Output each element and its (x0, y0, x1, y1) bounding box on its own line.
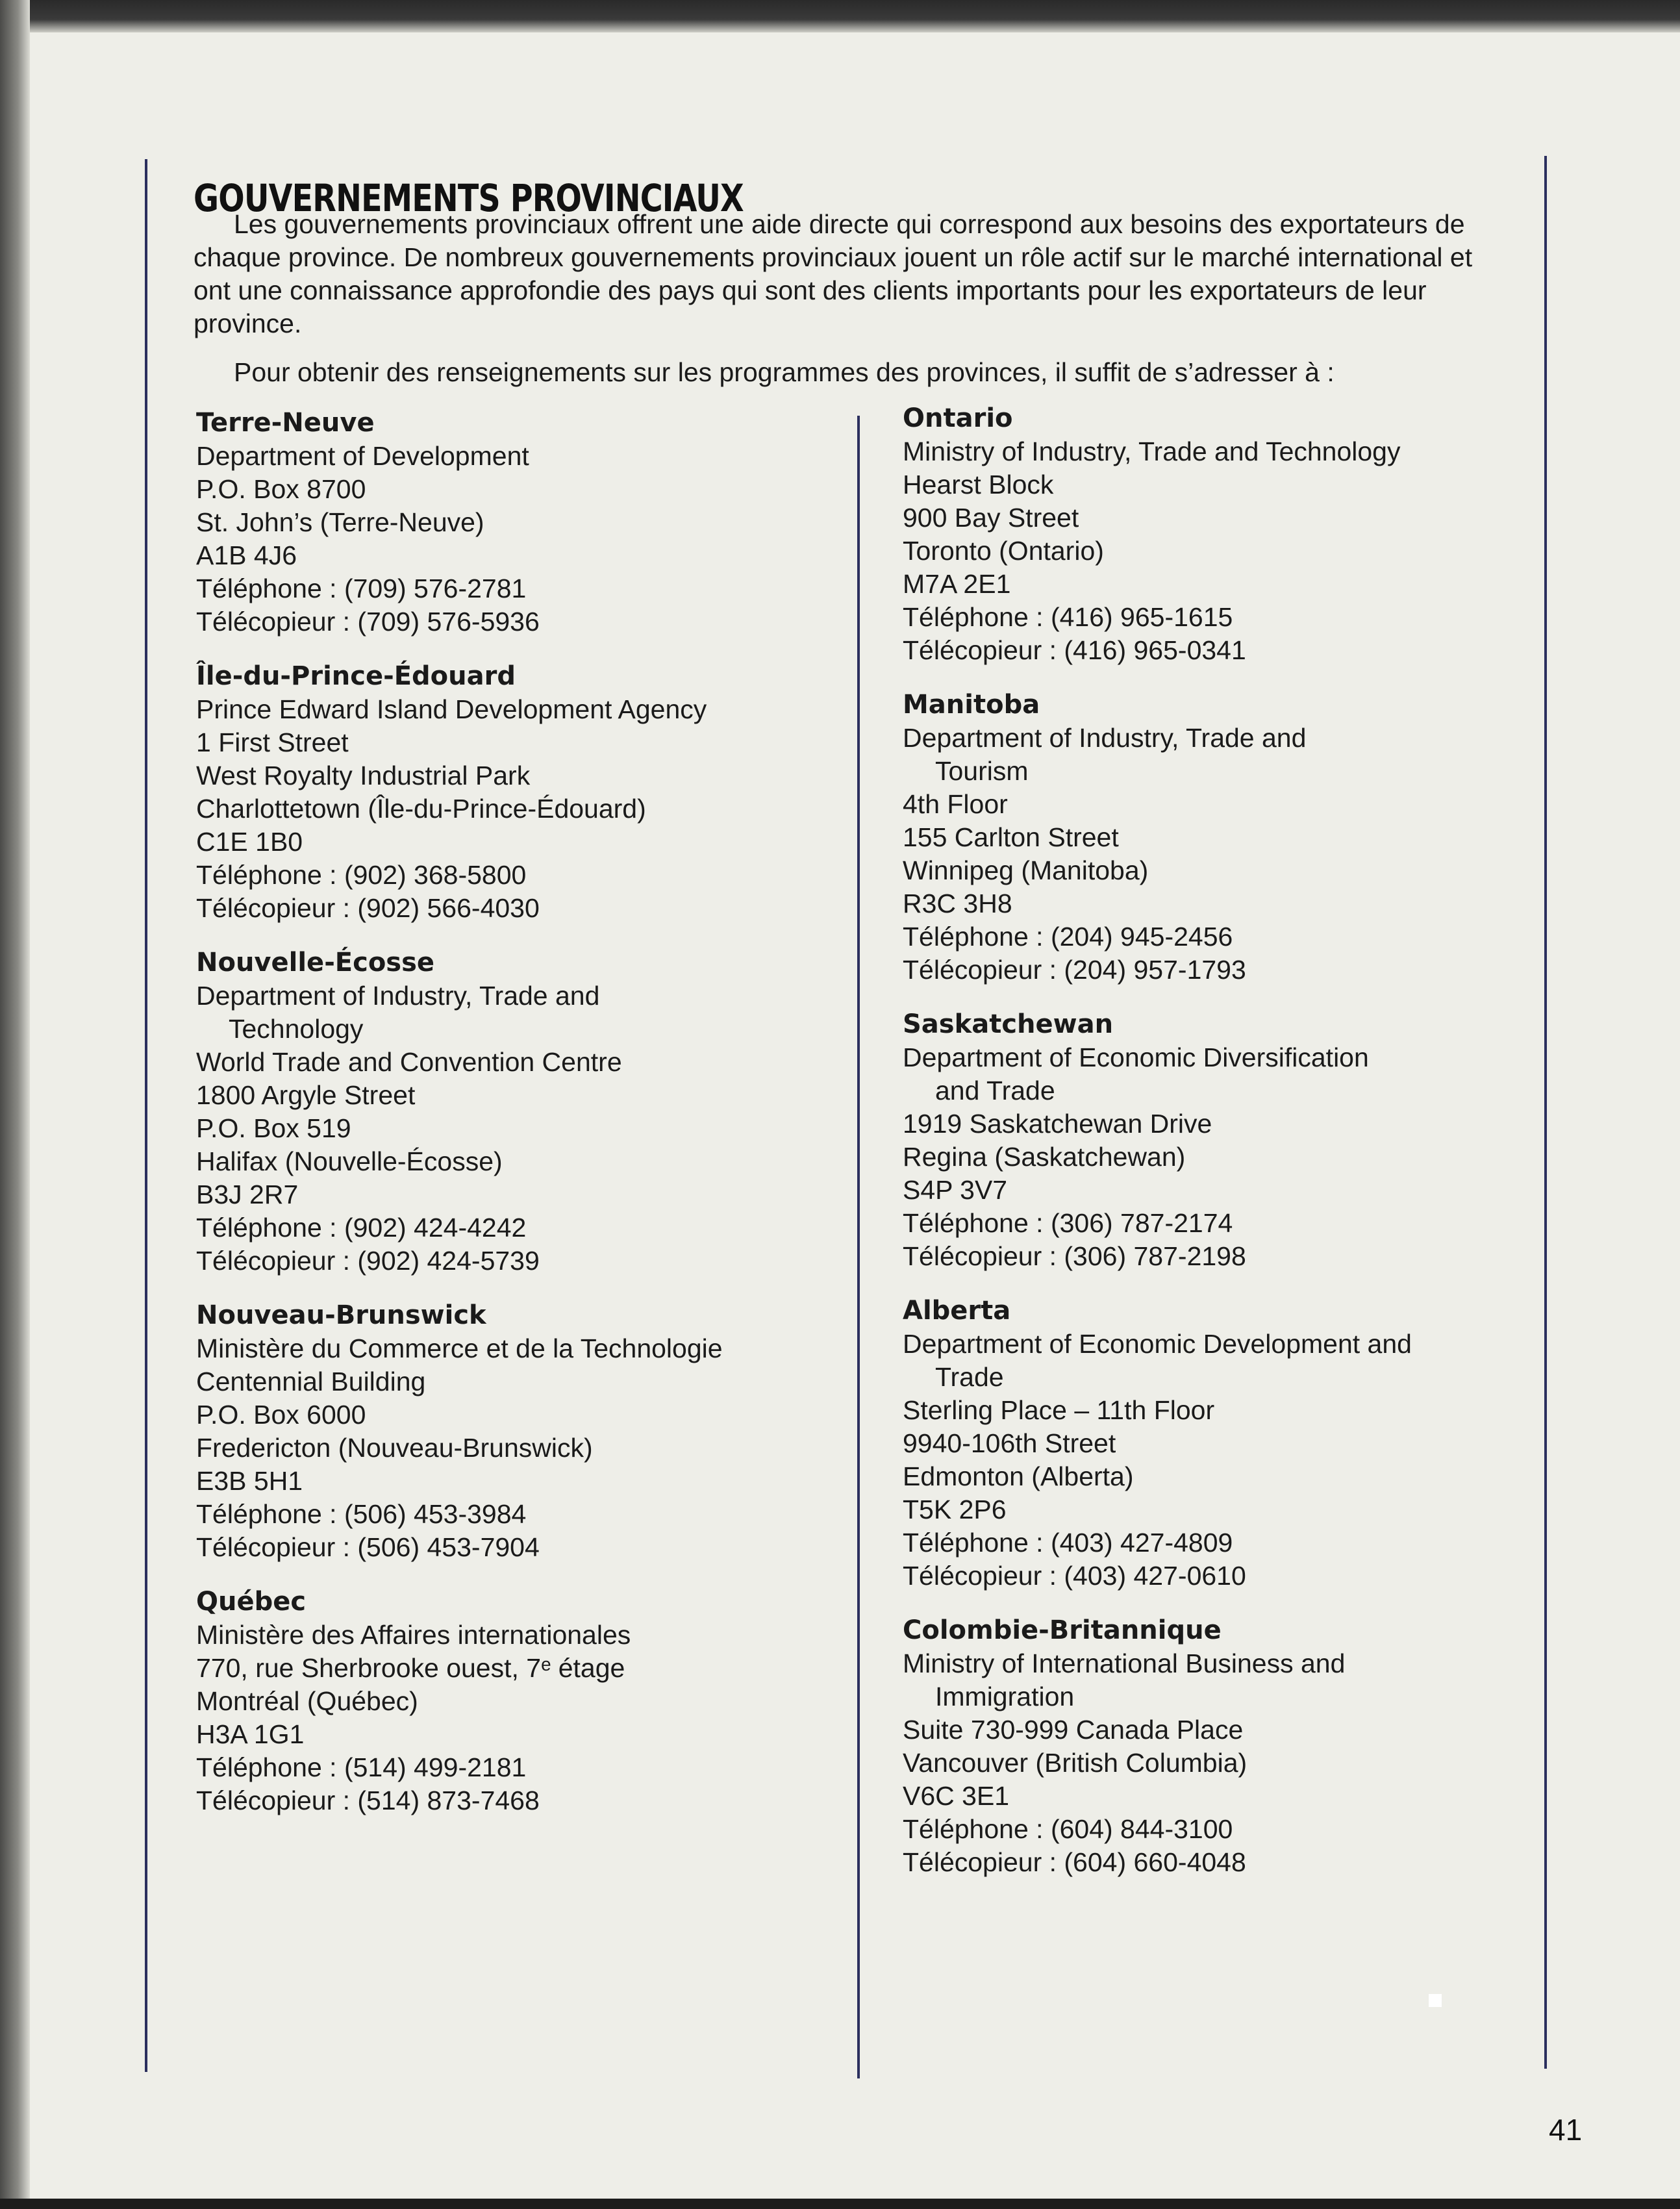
address-line: Department of Economic Diversification (903, 1042, 1369, 1072)
address-line: P.O. Box 6000 (196, 1400, 366, 1430)
address-block (903, 1294, 1526, 1593)
address-line: Téléphone : (709) 576-2781 (196, 574, 527, 603)
address-line: 1800 Argyle Street (196, 1080, 416, 1110)
address-block (903, 688, 1526, 987)
address-line: Toronto (Ontario) (903, 536, 1104, 566)
intro-text (194, 208, 1486, 389)
address-line: Ministry of Industry, Trade and Technology (903, 436, 1401, 466)
address-line: Ministry of International Business and (903, 1648, 1346, 1678)
address-line: V6C 3E1 (903, 1781, 1010, 1811)
scan-bottom-edge (0, 2199, 1680, 2209)
province-heading: Nouvelle-Écosse (196, 948, 435, 978)
address-line: Department of Economic Development and (903, 1329, 1412, 1359)
address-line: Hearst Block (903, 470, 1054, 499)
address-block (196, 1585, 820, 1817)
address-line: Department of Industry, Trade and (196, 981, 600, 1011)
address-line: 4th Floor (903, 789, 1008, 819)
address-line: 900 Bay Street (903, 503, 1079, 533)
address-line: Vancouver (British Columbia) (903, 1748, 1247, 1778)
address-line: H3A 1G1 (196, 1719, 305, 1749)
province-heading: Colombie-Britannique (903, 1615, 1222, 1645)
address-line: Centennial Building (196, 1367, 426, 1396)
address-block (196, 659, 820, 925)
address-block (196, 946, 820, 1278)
province-heading: Nouveau-Brunswick (196, 1300, 486, 1330)
address-line: C1E 1B0 (196, 827, 303, 857)
address-line: Edmonton (Alberta) (903, 1461, 1134, 1491)
address-line: Téléphone : (506) 453-3984 (196, 1499, 527, 1529)
address-line: Téléphone : (306) 787-2174 (903, 1208, 1233, 1238)
address-line: Montréal (Québec) (196, 1686, 418, 1716)
page-gutter-shadow (0, 0, 30, 2209)
address-line: Téléphone : (604) 844-3100 (903, 1814, 1233, 1844)
page-title: GOUVERNEMENTS PROVINCIAUX (194, 175, 744, 220)
address-line: Télécopieur : (902) 566-4030 (196, 893, 540, 923)
address-line: Immigration (935, 1682, 1075, 1711)
right-margin-rule (1544, 156, 1547, 2069)
address-line: 770, rue Sherbrooke ouest, 7ᵉ étage (196, 1653, 625, 1683)
address-line: Ministère du Commerce et de la Technologie (196, 1333, 723, 1363)
address-line: T5K 2P6 (903, 1495, 1007, 1524)
address-line: Téléphone : (902) 368-5800 (196, 860, 527, 890)
intro-paragraph: Pour obtenir des renseignements sur les programmes des provinces, il suffit de s’adresser à : (234, 357, 1335, 387)
address-line: Trade (935, 1362, 1004, 1392)
address-line: Téléphone : (403) 427-4809 (903, 1528, 1233, 1558)
scan-speck (1429, 1994, 1442, 2007)
address-line: Sterling Place – 11th Floor (903, 1395, 1215, 1425)
address-line: Department of Development (196, 441, 529, 471)
address-line: M7A 2E1 (903, 569, 1011, 599)
address-line: B3J 2R7 (196, 1180, 299, 1209)
province-heading: Ontario (903, 403, 1013, 433)
address-line: and Trade (935, 1076, 1055, 1105)
address-line: Téléphone : (514) 499-2181 (196, 1752, 527, 1782)
address-line: P.O. Box 519 (196, 1113, 351, 1143)
address-line: Charlottetown (Île-du-Prince-Édouard) (196, 794, 646, 824)
address-line: Regina (Saskatchewan) (903, 1142, 1186, 1172)
address-line: Prince Edward Island Development Agency (196, 694, 707, 724)
address-line: Télécopieur : (416) 965-0341 (903, 635, 1246, 665)
address-line: S4P 3V7 (903, 1175, 1008, 1205)
address-line: Téléphone : (416) 965-1615 (903, 602, 1233, 632)
address-line: 9940-106th Street (903, 1428, 1116, 1458)
address-line: Télécopieur : (204) 957-1793 (903, 955, 1246, 985)
address-line: P.O. Box 8700 (196, 474, 366, 504)
address-line: Télécopieur : (709) 576-5936 (196, 607, 540, 637)
address-line: R3C 3H8 (903, 889, 1012, 918)
address-line: Technology (229, 1014, 364, 1044)
province-heading: Terre-Neuve (196, 408, 375, 438)
address-line: Télécopieur : (403) 427-0610 (903, 1561, 1246, 1591)
address-line: Fredericton (Nouveau-Brunswick) (196, 1433, 593, 1463)
address-line: Tourism (935, 756, 1029, 786)
address-block (903, 1613, 1526, 1879)
address-line: Suite 730-999 Canada Place (903, 1715, 1244, 1745)
province-heading: Manitoba (903, 690, 1040, 720)
address-line: Télécopieur : (902) 424-5739 (196, 1246, 540, 1276)
address-line: Télécopieur : (514) 873-7468 (196, 1786, 540, 1815)
address-line: Téléphone : (902) 424-4242 (196, 1213, 527, 1243)
address-line: Department of Industry, Trade and (903, 723, 1307, 753)
address-line: Télécopieur : (604) 660-4048 (903, 1847, 1246, 1877)
address-line: Télécopieur : (306) 787-2198 (903, 1241, 1246, 1271)
intro-paragraph: Les gouvernements provinciaux offrent une aide directe qui correspond aux besoins des exportateurs de chaque province. De nombreux gouvernements provinciaux jouent un rôle actif sur le marché international et ont une connaissance approfondie des pays qui sont des clients importants pour les exportateurs de leur province. (194, 209, 1473, 338)
address-line: World Trade and Convention Centre (196, 1047, 622, 1077)
scan-top-edge (0, 0, 1680, 32)
address-line: Ministère des Affaires internationales (196, 1620, 631, 1650)
address-line: 1919 Saskatchewan Drive (903, 1109, 1212, 1139)
province-heading: Québec (196, 1587, 307, 1617)
address-block (196, 406, 820, 638)
address-line: Télécopieur : (506) 453-7904 (196, 1532, 540, 1562)
province-heading: Saskatchewan (903, 1009, 1114, 1039)
column-divider-rule (857, 416, 860, 2078)
address-line: A1B 4J6 (196, 540, 297, 570)
address-block (903, 401, 1526, 667)
page-number: 41 (1549, 2113, 1583, 2147)
address-line: 1 First Street (196, 727, 349, 757)
address-line: Winnipeg (Manitoba) (903, 855, 1149, 885)
province-heading: Alberta (903, 1296, 1011, 1326)
address-block (196, 1298, 820, 1564)
address-line: E3B 5H1 (196, 1466, 303, 1496)
left-address-column (196, 406, 820, 1838)
address-line: Halifax (Nouvelle-Écosse) (196, 1146, 503, 1176)
right-address-column (903, 401, 1526, 1900)
address-line: 155 Carlton Street (903, 822, 1119, 852)
province-heading: Île-du-Prince-Édouard (196, 661, 516, 691)
left-margin-rule (145, 159, 147, 2072)
address-line: Téléphone : (204) 945-2456 (903, 922, 1233, 952)
address-line: St. John’s (Terre-Neuve) (196, 507, 484, 537)
address-block (903, 1007, 1526, 1273)
address-line: West Royalty Industrial Park (196, 761, 531, 790)
